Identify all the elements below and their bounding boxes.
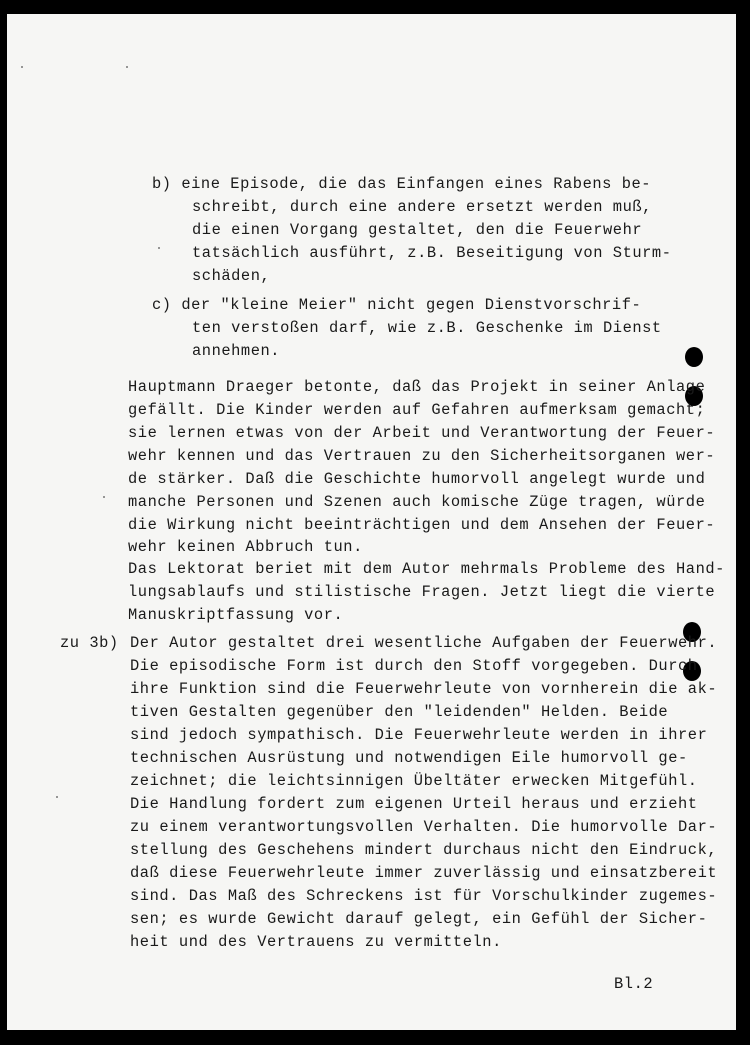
- section-3b-line: technischen Ausrüstung und notwendigen Eile humorvoll ge-: [130, 749, 688, 767]
- section-3b-line: Der Autor gestaltet drei wesentliche Aufgaben der Feuerwehr.: [130, 634, 718, 652]
- item-b-line: die einen Vorgang gestaltet, den die Feuerwehr: [192, 221, 643, 239]
- paragraph-1-line: wehr kennen und das Vertrauen zu den Sicherheitsorganen wer-: [128, 447, 716, 465]
- section-3b-line: stellung des Geschehens mindert durchaus nicht den Eindruck,: [130, 841, 718, 859]
- paragraph-1-line: de stärker. Daß die Geschichte humorvoll angelegt wurde und: [128, 470, 706, 488]
- item-b-line: tatsächlich ausführt, z.B. Beseitigung von Sturm-: [192, 244, 672, 262]
- section-3b-line: sen; es wurde Gewicht darauf gelegt, ein Gefühl der Sicher-: [130, 910, 708, 928]
- speck: [56, 796, 58, 798]
- item-b-line: schreibt, durch eine andere ersetzt werden muß,: [192, 198, 652, 216]
- paragraph-1-line: sie lernen etwas von der Arbeit und Verantwortung der Feuer-: [128, 424, 716, 442]
- section-3b-line: zu einem verantwortungsvollen Verhalten. Die humorvolle Dar-: [130, 818, 718, 836]
- item-c-line: annehmen.: [192, 342, 281, 360]
- section-3b-line: zeichnet; die leichtsinnigen Übeltäter erwecken Mitgefühl.: [130, 772, 698, 790]
- paragraph-1-line: Das Lektorat beriet mit dem Autor mehrmals Probleme des Hand-: [128, 560, 725, 578]
- item-c-line: ten verstoßen darf, wie z.B. Geschenke im Dienst: [192, 319, 662, 337]
- section-3b-line: sind jedoch sympathisch. Die Feuerwehrleute werden in ihrer: [130, 726, 708, 744]
- section-3b-line: heit und des Vertrauens zu vermitteln.: [130, 933, 502, 951]
- section-3b-line: daß diese Feuerwehrleute immer zuverlässig und einsatzbereit: [130, 864, 718, 882]
- section-3b-line: ihre Funktion sind die Feuerwehrleute von vornherein die ak-: [130, 680, 718, 698]
- section-3b-line: Die episodische Form ist durch den Stoff vorgegeben. Durch: [130, 657, 698, 675]
- punch-hole-1: [685, 347, 703, 367]
- paragraph-1-line: die Wirkung nicht beeinträchtigen und dem Ansehen der Feuer-: [128, 516, 716, 534]
- paragraph-1-line: Hauptmann Draeger betonte, daß das Projekt in seiner Anlage: [128, 378, 706, 396]
- section-3b-line: Die Handlung fordert zum eigenen Urteil heraus und erzieht: [130, 795, 698, 813]
- section-3b-line: sind. Das Maß des Schreckens ist für Vorschulkinder zugemes-: [130, 887, 718, 905]
- speck: [21, 66, 23, 68]
- paragraph-1-line: wehr keinen Abbruch tun.: [128, 538, 363, 556]
- section-3b-line: tiven Gestalten gegenüber den "leidenden" Helden. Beide: [130, 703, 669, 721]
- speck: [126, 66, 128, 68]
- speck: [103, 496, 105, 498]
- paragraph-1-line: Manuskriptfassung vor.: [128, 606, 344, 624]
- paragraph-1-line: lungsablaufs und stilistische Fragen. Jetzt liegt die vierte: [128, 583, 716, 601]
- item-b-line: b) eine Episode, die das Einfangen eines Rabens be-: [152, 175, 652, 193]
- page-number: Bl.2: [614, 975, 654, 993]
- speck: [158, 247, 160, 249]
- item-c-line: c) der "kleine Meier" nicht gegen Dienstvorschrif-: [152, 296, 642, 314]
- paragraph-1-line: gefällt. Die Kinder werden auf Gefahren aufmerksam gemacht;: [128, 401, 706, 419]
- section-3b-label: zu 3b): [60, 634, 119, 652]
- paragraph-1-line: manche Personen und Szenen auch komische Züge tragen, würde: [128, 493, 706, 511]
- item-b-line: schäden,: [192, 267, 271, 285]
